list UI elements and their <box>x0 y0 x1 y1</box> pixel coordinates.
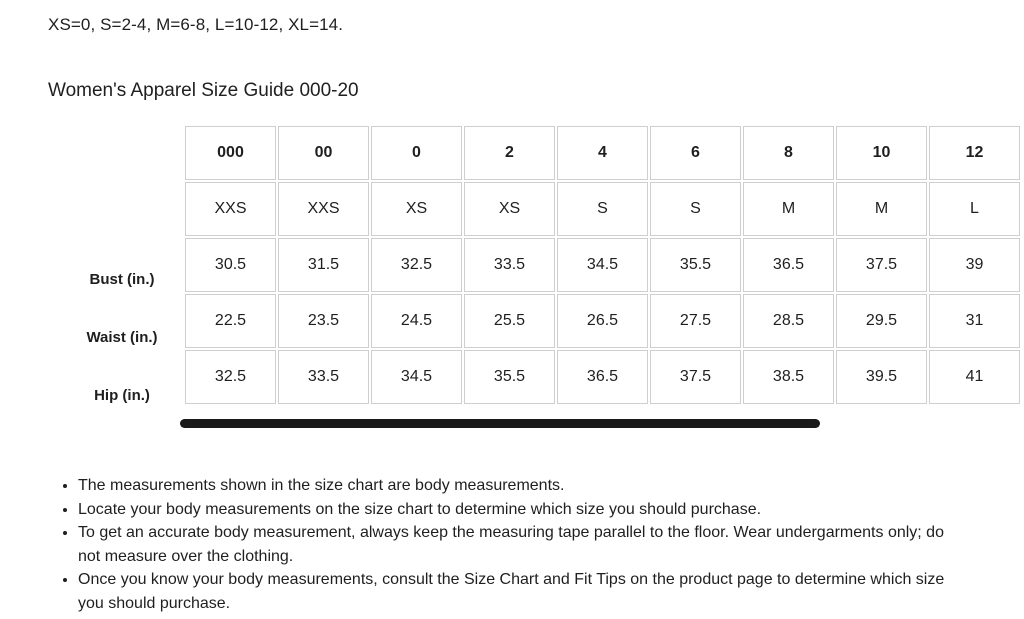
hip-row <box>185 350 1020 404</box>
horizontal-scrollbar[interactable] <box>180 419 820 428</box>
table-cell: 23.5 <box>278 294 369 348</box>
table-cell: 39.5 <box>836 350 927 404</box>
row-label-hip: Hip (in.) <box>94 386 150 404</box>
table-cell: XS <box>371 182 462 236</box>
table-cell: 32.5 <box>185 350 276 404</box>
table-cell: 27.5 <box>650 294 741 348</box>
table-cell: 34.5 <box>557 238 648 292</box>
table-cell: 37.5 <box>836 238 927 292</box>
table-cell: 00 <box>278 126 369 180</box>
table-cell: 36.5 <box>743 238 834 292</box>
table-cell: 25.5 <box>464 294 555 348</box>
table-cell: 37.5 <box>650 350 741 404</box>
size-chart-table <box>184 125 1022 406</box>
table-cell: 000 <box>185 126 276 180</box>
table-cell: 22.5 <box>185 294 276 348</box>
table-cell: 24.5 <box>371 294 462 348</box>
table-cell: 33.5 <box>464 238 555 292</box>
table-cell: 36.5 <box>557 350 648 404</box>
table-cell: 39 <box>929 238 1020 292</box>
measurement-notes-list <box>56 474 958 615</box>
table-cell: 2 <box>464 126 555 180</box>
table-cell: 32.5 <box>371 238 462 292</box>
table-cell: 8 <box>743 126 834 180</box>
table-cell: 41 <box>929 350 1020 404</box>
table-cell: 31.5 <box>278 238 369 292</box>
list-item: • Locate your body measurements on the size chart to determine which size you should purchase. <box>78 498 958 522</box>
table-cell: XS <box>464 182 555 236</box>
table-cell: 35.5 <box>464 350 555 404</box>
table-cell: 29.5 <box>836 294 927 348</box>
scrollbar-thumb[interactable] <box>180 419 820 428</box>
table-cell: 30.5 <box>185 238 276 292</box>
table-cell: 34.5 <box>371 350 462 404</box>
waist-row <box>185 294 1020 348</box>
size-guide-title: Women's Apparel Size Guide 000-20 <box>48 80 359 101</box>
table-cell: 35.5 <box>650 238 741 292</box>
size-number-row <box>185 126 1020 180</box>
list-item: • The measurements shown in the size chart are body measurements. <box>78 474 958 498</box>
table-cell: 0 <box>371 126 462 180</box>
table-cell: 38.5 <box>743 350 834 404</box>
table-cell: XXS <box>278 182 369 236</box>
bust-row <box>185 238 1020 292</box>
table-cell: 26.5 <box>557 294 648 348</box>
row-label-waist: Waist (in.) <box>86 328 158 346</box>
table-cell: M <box>743 182 834 236</box>
table-cell: 28.5 <box>743 294 834 348</box>
table-cell: 6 <box>650 126 741 180</box>
table-cell: S <box>557 182 648 236</box>
list-item: • Once you know your body measurements, consult the Size Chart and Fit Tips on the product page to determine which size you should purchase. <box>78 568 958 615</box>
table-cell: 33.5 <box>278 350 369 404</box>
table-cell: S <box>650 182 741 236</box>
table-cell: M <box>836 182 927 236</box>
table-cell: 12 <box>929 126 1020 180</box>
table-cell: 31 <box>929 294 1020 348</box>
size-table-scroll-area[interactable] <box>184 125 1024 425</box>
table-cell: XXS <box>185 182 276 236</box>
table-cell: 4 <box>557 126 648 180</box>
size-letter-row <box>185 182 1020 236</box>
list-item: • To get an accurate body measurement, always keep the measuring tape parallel to the floor. Wear undergarments only; do not measure over the clothing. <box>78 521 958 568</box>
row-label-bust: Bust (in.) <box>89 270 155 288</box>
table-cell: L <box>929 182 1020 236</box>
table-cell: 10 <box>836 126 927 180</box>
measurement-row-labels <box>62 243 182 417</box>
size-letter-mapping-note: XS=0, S=2-4, M=6-8, L=10-12, XL=14. <box>48 15 344 34</box>
